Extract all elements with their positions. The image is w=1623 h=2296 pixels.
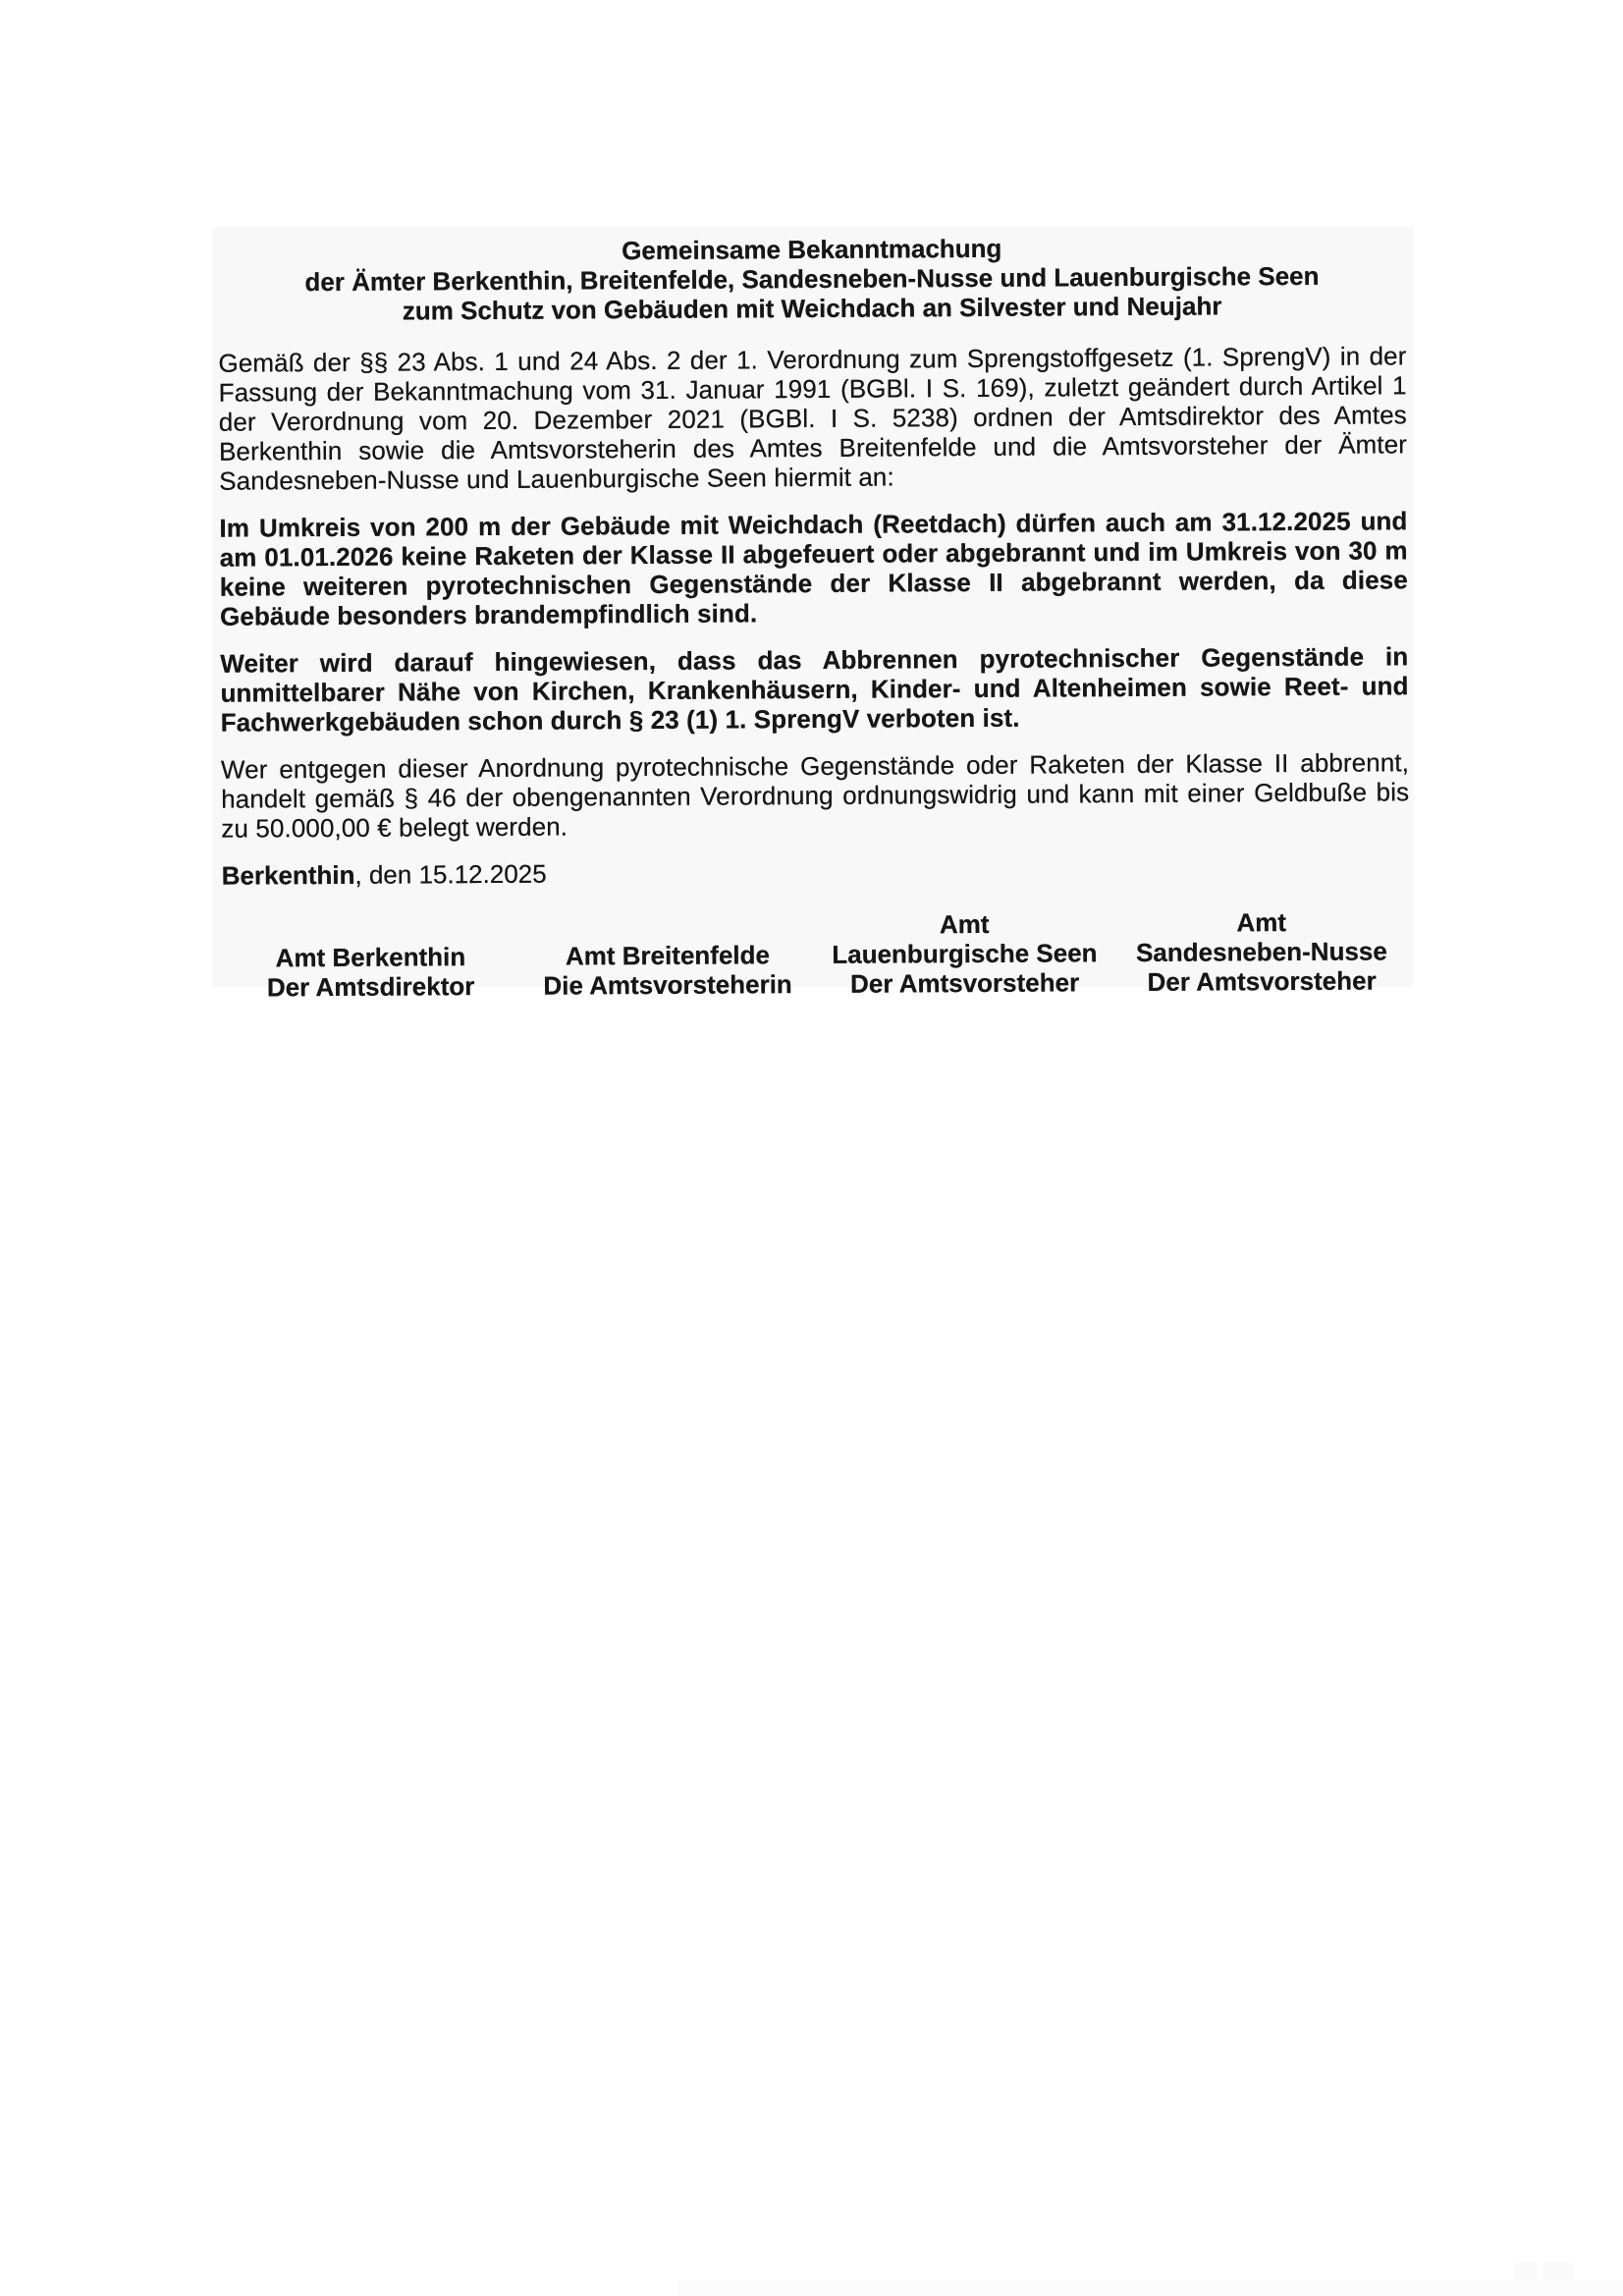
- signature-line: Amt Berkenthin: [275, 942, 466, 973]
- paragraph-order: Im Umkreis von 200 m der Gebäude mit Weichdach (Reetdach) dürfen auch am 31.12.2025 und am 01.01.2026 keine Raketen der Klasse II abgefeuert oder abgebrannt und im Umkreis von 30 m keine weiteren pyrotechnischen Gegenstände der Klasse II abgebrannt werden, da diese Gebäude besonders brandempfindlich sind.: [219, 506, 1408, 631]
- paragraph-legal-basis: Gemäß der §§ 23 Abs. 1 und 24 Abs. 2 der 1. Verordnung zum Sprengstoffgesetz (1. SprengV) in der Fassung der Bekanntmachung vom 31. Januar 1991 (BGBl. I S. 169), zuletzt geändert durch Artikel 1 der Verordnung vom 20. Dezember 2021 (BGBl. I S. 5238) ordnen der Amtsdirektor des Amtes Berkenthin sowie die Amtsvorsteherin des Amtes Breitenfelde und die Amtsvorsteher der Ämter Sandesneben-Nusse und Lauenburgische Seen hiermit an:: [218, 341, 1408, 496]
- signature-amt-berkenthin: [222, 942, 519, 1003]
- document-title: [218, 231, 1407, 326]
- signature-line: Amt: [939, 908, 990, 940]
- signature-line: Der Amtsvorsteher: [849, 967, 1080, 999]
- signature-line: Sandesneben-Nusse: [1135, 936, 1387, 967]
- scan-artifact-box: [1515, 2263, 1537, 2280]
- dateline: [222, 853, 1410, 890]
- announcement-scan: [212, 227, 1414, 1003]
- signature-line: Der Amtsvorsteher: [1147, 965, 1377, 997]
- paragraph-penalty: Wer entgegen dieser Anordnung pyrotechnische Gegenstände oder Raketen der Klasse II abbrennt, handelt gemäß § 46 der obengenannten Verordnung ordnungswidrig und kann mit einer Geldbuße bis zu 50.000,00 € belegt werden.: [220, 747, 1410, 844]
- scan-artifact-strip: [677, 2280, 1623, 2296]
- title-line: Gemeinsame Bekanntmachung: [622, 233, 1002, 266]
- signature-line: Der Amtsdirektor: [266, 971, 475, 1003]
- announcement-content: [210, 223, 1417, 1003]
- signature-line: Amt Breitenfelde: [565, 940, 771, 971]
- signature-amt-lauenburgische-seen: [816, 908, 1113, 999]
- title-line: der Ämter Berkenthin, Breitenfelde, Sandesneben-Nusse und Lauenburgische Seen: [304, 260, 1320, 298]
- signature-amt-breitenfelde: [519, 940, 817, 1001]
- signature-amt-sandesneben-nusse: [1112, 906, 1410, 997]
- paragraph-notice: Weiter wird darauf hingewiesen, dass das Abbrennen pyrotechnischer Gegenstände in unmittelbarer Nähe von Kirchen, Krankenhäusern, Kinder- und Altenheimen sowie Reet- und Fachwerkgebäuden schon durch § 23 (1) 1. SprengV verboten ist.: [220, 641, 1409, 738]
- signature-line: Amt: [1236, 907, 1287, 938]
- signature-line: Lauenburgische Seen: [832, 938, 1098, 969]
- scan-artifact-box: [1543, 2263, 1573, 2280]
- dateline-place: Berkenthin: [221, 859, 355, 891]
- signature-block: [222, 906, 1411, 1002]
- signature-line: Die Amtsvorsteherin: [543, 969, 792, 1001]
- dateline-date: , den 15.12.2025: [354, 858, 547, 890]
- title-line: zum Schutz von Gebäuden mit Weichdach an Silvester und Neujahr: [402, 291, 1222, 326]
